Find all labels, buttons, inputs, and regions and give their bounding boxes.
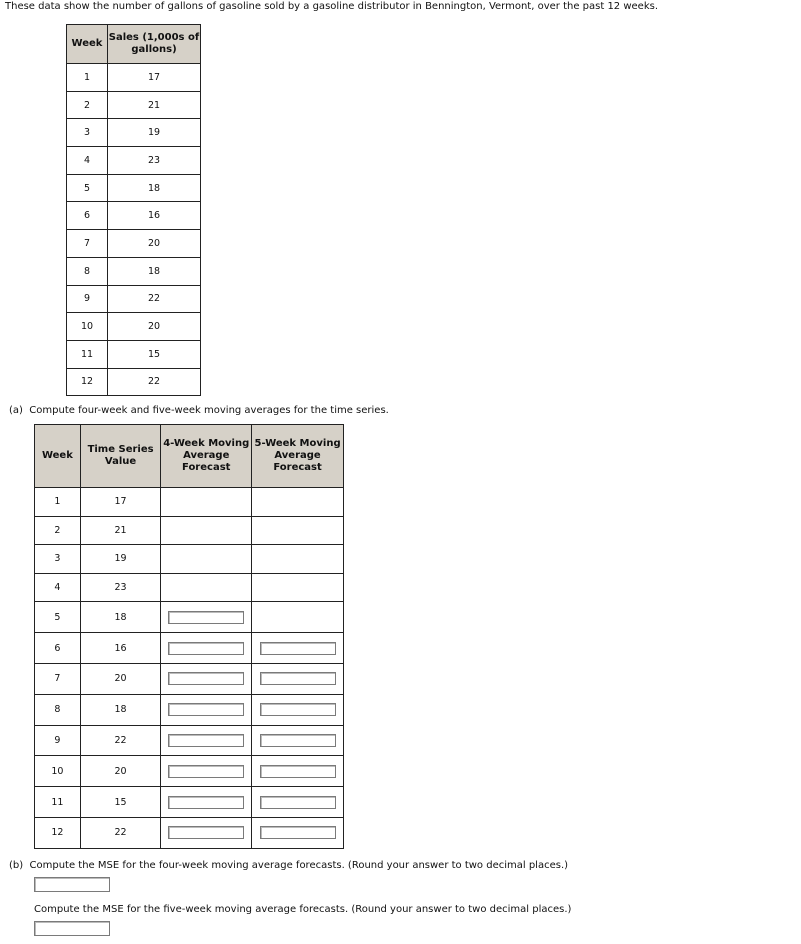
table2-value-cell: 22 bbox=[80, 817, 160, 848]
table2-row bbox=[35, 633, 344, 664]
table1-row bbox=[67, 119, 201, 147]
table1-week-cell: 1 bbox=[67, 64, 108, 92]
table2-four-week-forecast-cell bbox=[161, 787, 252, 818]
table2-row bbox=[35, 725, 344, 756]
table1-week-cell: 7 bbox=[67, 230, 108, 258]
table2-four-week-forecast-cell bbox=[161, 545, 252, 574]
table1-sales-cell: 17 bbox=[108, 64, 201, 92]
table2-value-cell: 23 bbox=[80, 573, 160, 602]
table2-week-cell: 11 bbox=[35, 787, 81, 818]
table1-sales-cell: 20 bbox=[108, 313, 201, 341]
four-week-forecast-input[interactable] bbox=[168, 642, 244, 655]
table1-sales-cell: 18 bbox=[108, 257, 201, 285]
table2-value-cell: 20 bbox=[80, 756, 160, 787]
table1-sales-cell: 20 bbox=[108, 230, 201, 258]
five-week-forecast-input[interactable] bbox=[260, 642, 336, 655]
table1-sales-cell: 22 bbox=[108, 285, 201, 313]
four-week-forecast-input[interactable] bbox=[168, 826, 244, 839]
table2-row bbox=[35, 756, 344, 787]
table2-value-cell: 18 bbox=[80, 694, 160, 725]
table1-week-cell: 2 bbox=[67, 91, 108, 119]
five-week-forecast-input[interactable] bbox=[260, 672, 336, 685]
five-week-forecast-input[interactable] bbox=[260, 734, 336, 747]
table1-header-sales: Sales (1,000s of gallons) bbox=[108, 25, 201, 64]
table2-five-week-forecast-cell bbox=[252, 663, 344, 694]
table2-week-cell: 1 bbox=[35, 488, 81, 517]
table2-five-week-forecast-cell bbox=[252, 756, 344, 787]
four-week-forecast-input[interactable] bbox=[168, 611, 244, 624]
table2-value-cell: 15 bbox=[80, 787, 160, 818]
five-week-forecast-input[interactable] bbox=[260, 826, 336, 839]
table2-week-cell: 5 bbox=[35, 602, 81, 633]
table2-four-week-forecast-cell bbox=[161, 817, 252, 848]
table2-week-cell: 6 bbox=[35, 633, 81, 664]
table2-week-cell: 8 bbox=[35, 694, 81, 725]
table2-five-week-forecast-cell bbox=[252, 488, 344, 517]
part-a-question bbox=[9, 405, 389, 416]
moving-average-table bbox=[34, 424, 344, 849]
table2-row bbox=[35, 663, 344, 694]
table1-sales-cell: 15 bbox=[108, 340, 201, 368]
table1-week-cell: 11 bbox=[67, 340, 108, 368]
table2-value-cell: 22 bbox=[80, 725, 160, 756]
part-a-label: (a) bbox=[9, 405, 23, 416]
table1-sales-cell: 22 bbox=[108, 368, 201, 396]
table2-five-week-forecast-cell bbox=[252, 817, 344, 848]
table1-row bbox=[67, 147, 201, 175]
table2-week-cell: 3 bbox=[35, 545, 81, 574]
table1-week-cell: 3 bbox=[67, 119, 108, 147]
table2-week-cell: 10 bbox=[35, 756, 81, 787]
table2-header-five-week: 5-Week Moving Average Forecast bbox=[252, 425, 344, 488]
table2-four-week-forecast-cell bbox=[161, 663, 252, 694]
table2-header-four-week: 4-Week Moving Average Forecast bbox=[161, 425, 252, 488]
table2-value-cell: 18 bbox=[80, 602, 160, 633]
table2-week-cell: 9 bbox=[35, 725, 81, 756]
table1-week-cell: 6 bbox=[67, 202, 108, 230]
table1-row bbox=[67, 285, 201, 313]
five-week-forecast-input[interactable] bbox=[260, 796, 336, 809]
table1-sales-cell: 23 bbox=[108, 147, 201, 175]
table1-row bbox=[67, 202, 201, 230]
table1-row bbox=[67, 313, 201, 341]
table2-five-week-forecast-cell bbox=[252, 787, 344, 818]
table1-row bbox=[67, 257, 201, 285]
four-week-forecast-input[interactable] bbox=[168, 703, 244, 716]
table1-week-cell: 12 bbox=[67, 368, 108, 396]
part-b-prompt-four: Compute the MSE for the four-week moving average forecasts. (Round your answer to two decimal places.) bbox=[29, 860, 569, 871]
table2-five-week-forecast-cell bbox=[252, 545, 344, 574]
four-week-forecast-input[interactable] bbox=[168, 734, 244, 747]
table2-value-cell: 21 bbox=[80, 516, 160, 545]
part-b-question bbox=[9, 860, 568, 871]
mse-five-week-input[interactable] bbox=[34, 921, 110, 936]
table2-row bbox=[35, 602, 344, 633]
table2-five-week-forecast-cell bbox=[252, 633, 344, 664]
table2-week-cell: 7 bbox=[35, 663, 81, 694]
part-b-label: (b) bbox=[9, 860, 24, 871]
table1-sales-cell: 16 bbox=[108, 202, 201, 230]
table1-sales-cell: 19 bbox=[108, 119, 201, 147]
table2-row bbox=[35, 573, 344, 602]
table2-four-week-forecast-cell bbox=[161, 633, 252, 664]
table1-header-week: Week bbox=[67, 25, 108, 64]
part-b-prompt-five: Compute the MSE for the five-week moving average forecasts. (Round your answer to two decimal places.) bbox=[34, 904, 572, 915]
five-week-forecast-input[interactable] bbox=[260, 765, 336, 778]
table1-row bbox=[67, 340, 201, 368]
part-a-prompt: Compute four-week and five-week moving averages for the time series. bbox=[29, 405, 389, 416]
table1-row bbox=[67, 174, 201, 202]
intro-text: These data show the number of gallons of gasoline sold by a gasoline distributor in Bennington, Vermont, over the past 12 weeks. bbox=[5, 1, 659, 12]
table2-five-week-forecast-cell bbox=[252, 725, 344, 756]
table2-week-cell: 2 bbox=[35, 516, 81, 545]
table2-row bbox=[35, 545, 344, 574]
table2-week-cell: 4 bbox=[35, 573, 81, 602]
table2-four-week-forecast-cell bbox=[161, 516, 252, 545]
table2-value-cell: 20 bbox=[80, 663, 160, 694]
table2-value-cell: 16 bbox=[80, 633, 160, 664]
table2-four-week-forecast-cell bbox=[161, 602, 252, 633]
table2-header-week: Week bbox=[35, 425, 81, 488]
table2-four-week-forecast-cell bbox=[161, 694, 252, 725]
table2-row bbox=[35, 694, 344, 725]
table1-week-cell: 10 bbox=[67, 313, 108, 341]
sales-data-table bbox=[66, 24, 201, 396]
four-week-forecast-input[interactable] bbox=[168, 672, 244, 685]
table2-value-cell: 19 bbox=[80, 545, 160, 574]
table2-week-cell: 12 bbox=[35, 817, 81, 848]
table2-row bbox=[35, 817, 344, 848]
table1-row bbox=[67, 91, 201, 119]
table1-sales-cell: 21 bbox=[108, 91, 201, 119]
table2-five-week-forecast-cell bbox=[252, 602, 344, 633]
table2-four-week-forecast-cell bbox=[161, 573, 252, 602]
table1-row bbox=[67, 64, 201, 92]
table1-week-cell: 4 bbox=[67, 147, 108, 175]
table2-row bbox=[35, 488, 344, 517]
table2-four-week-forecast-cell bbox=[161, 488, 252, 517]
table1-week-cell: 9 bbox=[67, 285, 108, 313]
table2-row bbox=[35, 516, 344, 545]
table2-four-week-forecast-cell bbox=[161, 725, 252, 756]
table2-five-week-forecast-cell bbox=[252, 573, 344, 602]
mse-four-week-input[interactable] bbox=[34, 877, 110, 892]
table2-five-week-forecast-cell bbox=[252, 694, 344, 725]
four-week-forecast-input[interactable] bbox=[168, 765, 244, 778]
table1-week-cell: 8 bbox=[67, 257, 108, 285]
table2-value-cell: 17 bbox=[80, 488, 160, 517]
table2-four-week-forecast-cell bbox=[161, 756, 252, 787]
table1-row bbox=[67, 368, 201, 396]
table1-week-cell: 5 bbox=[67, 174, 108, 202]
table2-row bbox=[35, 787, 344, 818]
table1-sales-cell: 18 bbox=[108, 174, 201, 202]
table2-five-week-forecast-cell bbox=[252, 516, 344, 545]
four-week-forecast-input[interactable] bbox=[168, 796, 244, 809]
table2-header-value: Time Series Value bbox=[80, 425, 160, 488]
table1-row bbox=[67, 230, 201, 258]
five-week-forecast-input[interactable] bbox=[260, 703, 336, 716]
